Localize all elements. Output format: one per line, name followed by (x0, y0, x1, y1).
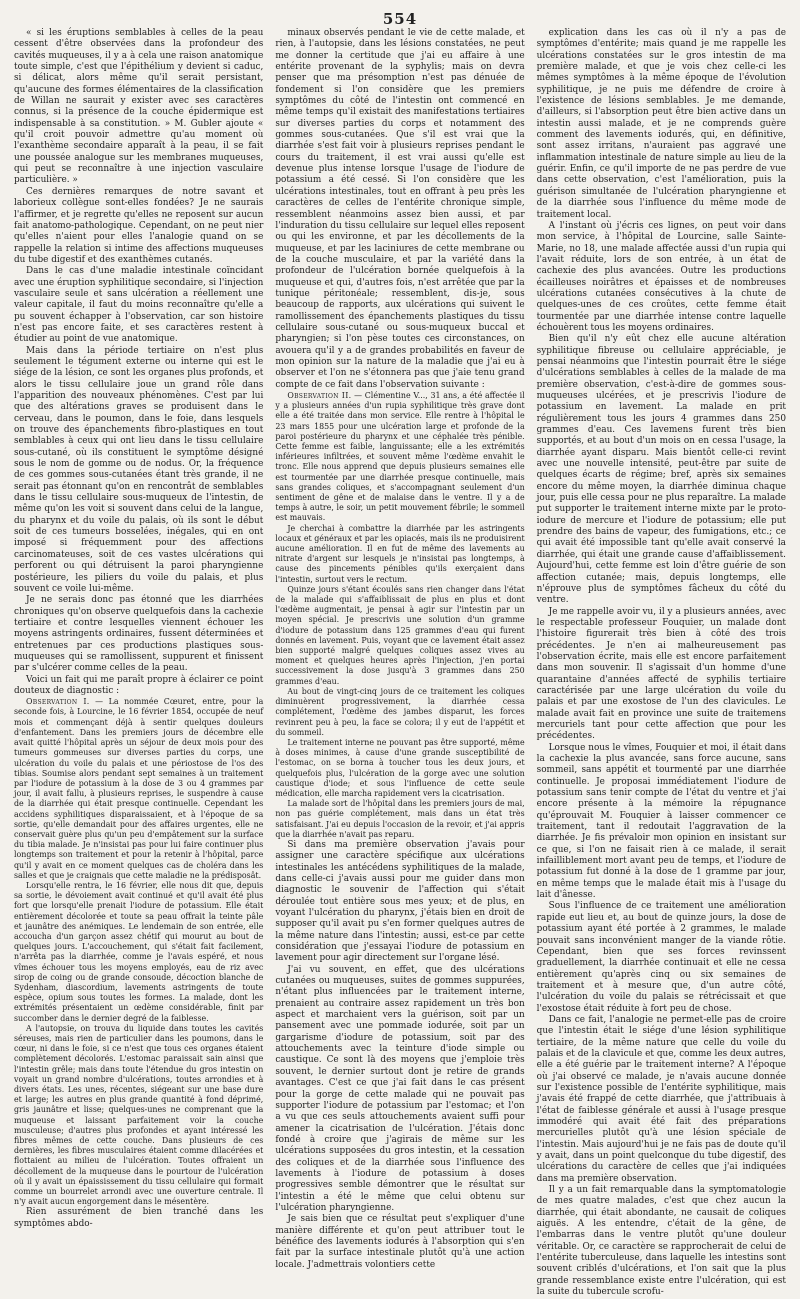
paragraph: Je cherchai à combattre la diarrhée par les astringents locaux et généraux et par les opiacés, mais ils ne produisirent aucune amélioration. Il en fut de même des lavements au nitrate d'argent sur lesquels je n'insistai pas longtemps, à cause des pincements pénibles qu'ils exerçaient dans l'intestin, surtout vers le rectum. (275, 523, 525, 584)
paragraph: Sous l'influence de ce traitement une amélioration rapide eut lieu et, au bout de quinze jours, la dose de potassium ayant été portée à 2 grammes, le malade pouvait sans inconvénient manger de la viande rôtie. Cependant, bien que ses forces revinssent graduellement, la diarrhée continuait et elle ne cessa entièrement qu'après cinq ou six semaines de traitement et à mesure que, d'un autre côté, l'ulcération du voile du palais se rétrécissait et que l'exostose était réduite à fort peu de chose. (536, 901, 786, 1014)
paragraph: minaux observés pendant le vie de cette malade, et rien, à l'autopsie, dans les lésions constatées, ne peut me donner la certitude que j'ai eu affaire à une entérite provenant de la syphylis; mais on devra penser que ma présomption n'est pas dénuée de fondement si l'on considère que les premiers symptômes du côté de l'intestin ont commencé en même temps qu'il existait des manifestations tertiaires sur diverses parties du corps et notamment des gommes sous-cutanées. Que s'il est vrai que la diarrhée s'est fait voir à plusieurs reprises pendant le cours du traitement, il est vrai aussi qu'elle est devenue plus intense lorsque l'usage de l'iodure de potassium a été cessé. Si l'on considère que les ulcérations intestinales, tout en offrant à peu près les caractères de celles de l'entérite chronique simple, ressemblent néanmoins assez bien aussi, et par l'induration du tissu cellulaire sur lequel elles reposent ou qui les environne, et par les décollements de la muqueuse, et par les laciniures de cette membrane ou de la couche musculaire, et par la variété dans la profondeur de l'ulcération bornée quelquefois à la muqueuse et qui, d'autres fois, n'est arrêtée que par la tunique péritonéale; ressemblent, dis-je, sous beaucoup de rapports, aux ulcérations qui suivent le ramollissement des épanchements plastiques du tissu cellulaire sous-cutané ou sous-muqueux buccal et pharyngien; si l'on pèse toutes ces circonstances, on avouera qu'il y a de grandes probabilités en faveur de mon opinion sur la nature de la maladie que j'ai eu à observer et l'on ne s'étonnera pas que j'aie tenu grand compte de ce fait dans l'observation suivante : (275, 28, 525, 390)
paragraph: Ces dernières remarques de notre savant et laborieux collègue sont-elles fondées? Je ne saurais l'affirmer, et je regrette qu'elles ne reposent sur aucun fait anatomo-pathologique. Cependant, on ne peut nier qu'elles n'aient pour elles l'analogie quand on se rappelle la relation si intime des affections muqueuses du tube digestif et des exanthèmes cutanés. (14, 186, 264, 265)
paragraph: Dans ce fait, l'analogie ne permet-elle pas de croire que l'intestin était le siége d'une lésion syphilitique tertiaire, de la même nature que celle du voile du palais et de la clavicule et que, comme les deux autres, elle a été guérie par le traitement interne? A l'époque où j'ai observé ce malade, je n'avais aucune donnée sur l'existence possible de l'entérite syphilitique, mais j'avais été frappé de cette diarrhée, que j'attribuais à l'état de faiblesse générale et aussi à l'usage presque immodéré qui avait été fait des préparations mercurielles plutôt qu'à une lésion spéciale de l'intestin. Mais aujourd'hui je ne fais pas de doute qu'il y avait, dans un point quelconque du tube digestif, des ulcérations du caractère de celles que j'ai indiquées dans ma première observation. (536, 1014, 786, 1184)
page-number: 554 (382, 10, 418, 28)
paragraph: Lorsque nous le vîmes, Fouquier et moi, il était dans la cachexie la plus avancée, sans force aucune, sans sommeil, sans appétit et tourmenté par une diarrhée continuelle. Je proposai immédiatement l'iodure de potassium sans tenir compte de l'état du ventre et j'ai encore présente à la mémoire la répugnance qu'éprouvait M. Fouquier à laisser commencer ce traitement, tant il redoutait l'aggravation de la diarrhée. Je fis prévaloir mon opinion en insistant sur ce que, si l'on ne faisait rien à ce malade, il serait infailliblement mort avant peu de temps, et l'iodure de potassium fut donné à la dose de 1 gramme par jour, en même temps que le malade était mis à l'usage du lait d'ânesse. (536, 742, 786, 901)
paragraph: J'ai vu souvent, en effet, que des ulcérations cutanées ou muqueuses, suites de gommes suppurées, n'étant plus influencées par le traitement interne, prenaient au contraire assez rapidement un très bon aspect et marchaient vers la guérison, soit par un pansement avec une pommade iodurée, soit par un gargarisme d'iodure de potassium, soit par des attouchements avec la teinture d'iode simple ou caustique. Ce sont là des moyens que j'emploie très souvent, le dernier surtout dont je retire de grands avantages. C'est ce que j'ai fait dans le cas présent pour la gorge de cette malade qui ne pouvait pas supporter l'iodure de potassium par l'estomac; et l'on a vu que ces seuls attouchements avaient suffi pour amener la cicatrisation de l'ulcération. J'étais donc fondé à croire que j'agirais de même sur les ulcérations supposées du gros intestin, et la cessation des coliques et de la diarrhée sous l'influence des lavements à l'iodure de potassium à doses progressives semble démontrer que le résultat sur l'intestin a été le même que celui obtenu sur l'ulcération pharyngienne. (275, 964, 525, 1213)
paragraph: A l'instant où j'écris ces lignes, on peut voir dans mon service, à l'hôpital de Lourcine, salle Sainte-Marie, no 18, une malade affectée aussi d'un rupia qui l'avait réduite, lors de son entrée, à un état de cachexie des plus avancées. Outre les productions écailleuses noirâtres et épaisses et de nombreuses ulcérations cutanées consécutives à la chute de quelques-unes de ces croûtes, cette femme était tourmentée par une diarrhée intense contre laquelle échouèrent tous les moyens ordinaires. (536, 220, 786, 333)
paragraph: Rien assurément de bien tranché dans les symptômes abdo- (14, 1207, 264, 1229)
paragraph: Voici un fait qui me paraît propre à éclairer ce point douteux de diagnostic : (14, 674, 264, 696)
paragraph: Il y a un fait remarquable dans la symptomatologie de mes quatre malades, c'est que chez aucun la diarrhée, qui était abondante, ne causait de coliques aiguës. A les entendre, c'était de la gêne, de l'embarras dans le ventre plutôt qu'une douleur véritable. Or, ce caractère se rapprocherait de celui de l'entérite tuberculeuse, dans laquelle les intestins sont souvent criblés d'ulcérations, et l'on sait que la plus grande ressemblance existe entre l'ulcération, qui est la suite du tubercule scrofu- (536, 1185, 786, 1298)
paragraph: Dans le cas d'une maladie intestinale coïncidant avec une éruption syphilitique secondaire, si l'injection vasculaire seule et sans ulcération a réellement une valeur capitale, il faut du moins reconnaître qu'elle a pu souvent échapper à l'observation, car son histoire n'est pas encore faite, et ses caractères restent à étudier au point de vue anatomique. (14, 266, 264, 345)
paragraph: Mais dans la période tertiaire on n'est plus seulement le tégument externe ou interne qui est le siége de la lésion, ce sont les organes plus profonds, et alors le tissu cellulaire joue un grand rôle dans l'apparition des nouveaux phénomènes. C'est par lui que des altérations graves se produisent dans le cerveau, dans le poumon, dans le foie, dans lesquels on trouve des épanchements fibro-plastiques en tout semblables à ceux qui ont lieu dans le tissu cellulaire sous-cutané, où ils constituent le symptôme désigné sous le nom de gomme ou de nodus. Or, la fréquence de ces gommes sous-cutanées étant très grande, il ne serait pas étonnant qu'on en rencontrât de semblables dans le tissu cellulaire sous-muqueux de l'intestin, de même qu'on les voit si souvent dans celui de la langue, du pharynx et du voile du palais, où ils sont le début soit de ces tumeurs bosselées, inégales, qui en ont imposé si fréquemment pour des affections carcinomateuses, soit de ces vastes ulcérations qui perforent ou qui détruisent la paroi pharyngienne postérieure, les piliers du voile du palais, et plus souvent ce voile lui-même. (14, 345, 264, 594)
paragraph: La malade sort de l'hôpital dans les premiers jours de mai, non pas guérie complétement, mais dans un état très satisfaisant. J'ai eu depuis l'occasion de la revoir, et j'ai appris que la diarrhée n'avait pas reparu. (275, 799, 525, 839)
paragraph: Observation II. — Clémentine V..., 31 ans, a été affectée il y a plusieurs années d'un rupia syphilitique très grave dont elle a été traitée dans mon service. Elle rentre à l'hôpital le 23 mars 1855 pour une ulcération large et profonde de la paroi postérieure du pharynx et une céphalée très pénible. Cette femme est faible, languissante; elle a les extrémités inférieures infiltrées, et souvent même l'œdème envahit le tronc. Elle nous apprend que depuis plusieurs semaines elle est tourmentée par une diarrhée presque continuelle, mais sans grandes coliques, et s'accompagnant seulement d'un sentiment de gêne et de malaise dans le ventre. Il y a de temps à autre, le soir, un petit mouvement fébrile; le sommeil est mauvais. (275, 391, 525, 523)
paragraph: Je me rappelle avoir vu, il y a plusieurs années, avec le respectable professeur Fouquier, un malade dont l'histoire figurerait très bien à côté des trois précédentes. Je n'en ai malheureusement pas l'observation écrite, mais elle est encore parfaitement dans mon souvenir. Il s'agissait d'un homme d'une quarantaine d'années affecté de syphilis tertiaire caractérisée par une large ulcération du voile du palais et par une exostose de l'un des clavicules. Le malade avait fait en province une suite de traitemens mercuriels tant pour cette affection que pour les précédentes. (536, 606, 786, 742)
paragraph: A l'autopsie, on trouva du liquide dans toutes les cavités séreuses, mais rien de particulier dans les poumons, dans le cœur, ni dans le foie, si ce n'est que tous ces organes étaient complètement décolorés. L'estomac paraissait sain ainsi que l'intestin grêle; mais dans toute l'étendue du gros intestin on voyait un grand nombre d'ulcérations, toutes arrondies et à divers états. Les unes, récentes, siégeant sur une base dure et large; les autres en plus grande quantité à fond déprimé, gris jaunâtre et lisse; quelques-unes ne comprenant que la muqueuse et laissant parfaitement voir la couche musculeuse; d'autres plus profondes et ayant intéressé les fibres mêmes de cette couche. Dans plusieurs de ces dernières, les fibres musculaires étaient comme dilacérées et flottaient au milieu de l'ulcération. Toutes offraient un décollement de la muqueuse dans le pourtour de l'ulcération où il y avait un épaississement du tissu cellulaire qui formait comme un bourrelet arrondi avec une ouverture centrale. Il n'y avait aucun engorgement dans le mésentère. (14, 1023, 264, 1207)
paragraph: Au bout de vingt-cinq jours de ce traitement les coliques diminuèrent progressivement, la diarrhée cessa complétement, l'œdème des jambes disparut, les forces revinrent peu à peu, la face se colora; il y eut de l'appétit et du sommeil. (275, 686, 525, 737)
column-right (536, 28, 786, 1298)
paragraph: explication dans les cas où il n'y a pas de symptômes d'entérite; mais quand je me rappelle les ulcérations constatées sur le gros intestin de ma première malade, et que je vois chez celle-ci les mêmes symptômes à la même époque de l'évolution syphilitique, je ne puis me défendre de croire à l'existence de lésions semblables. Je me demande, d'ailleurs, si l'absorption peut être bien active dans un intestin aussi malade, et je ne comprends guère comment des lavements iodurés, qui, en définitive, sont assez irritans, n'auraient pas aggravé une inflammation intestinale de nature simple au lieu de la guérir. Enfin, ce qu'il importe de ne pas perdre de vue dans cette observation, c'est l'amélioration, puis la guérison simultanée de l'ulcération pharyngienne et de la diarrhée sous l'influence du même mode de traitement local. (536, 28, 786, 220)
paragraph: Observation I. — La nommée Cœuret, entre, pour la seconde fois, à Lourcine, le 16 février 1854, occupée de neuf mois et commençant déjà à sentir quelques douleurs d'enfantement. Dans les premiers jours de décembre elle avait quitté l'hôpital après un séjour de deux mois pour des tumeurs gommeuses sur diverses parties du corps, une ulcération du voile du palais et une périostose de l'os des tibias. Soumise alors pendant sept semaines à un traitement par l'iodure de potassium à la dose de 3 ou 4 grammes par jour, il avait fallu, à plusieurs reprises, le suspendre à cause de la diarrhée qui était presque continuelle. Cependant les accidens syphilitiques disparaissaient, et à l'époque de sa sortie, qu'elle demandait pour des affaires urgentes, elle ne conservait guère plus qu'un peu d'empâtement sur la surface du tibia malade. Je n'insistai pas pour lui faire continuer plus longtemps son traitement et pour la retenir à l'hôpital, parce qu'il y avait en ce moment quelques cas de choléra dans les salles et que je craignais que cette maladie ne la prédisposât. (14, 697, 264, 880)
column-middle (275, 28, 525, 1270)
paragraph: Si dans ma première observation j'avais pour assigner une caractère spécifique aux ulcérations intestinales les antécédens syphilitiques de la malade, dans celle-ci j'avais aussi pour me guider dans mon diagnostic le souvenir de l'affection qui s'était déroulée tout entière sous mes yeux; et de plus, en voyant l'ulcération du pharynx, j'étais bien en droit de supposer qu'il avait pu s'en former quelques autres de la même nature dans l'intestin; aussi, est-ce par cette considération que j'essayai l'iodure de potassium en lavement pour agir directement sur l'organe lésé. (275, 839, 525, 964)
paragraph: Quinze jours s'étant écoulés sans rien changer dans l'état de la malade qui s'affaiblissait de plus en plus et dont l'œdème augmentait, je pensai à agir sur l'intestin par un moyen spécial. Je prescrivis une solution d'un gramme d'iodure de potassium dans 125 grammes d'eau qui furent donnés en lavement. Puis, voyant que ce lavement était assez bien supporté malgré quelques coliques assez vives au moment et quelques heures après l'injection, j'en portai successivement la dose jusqu'à 3 grammes dans 250 grammes d'eau. (275, 584, 525, 686)
observation-title: Observation I. (26, 697, 90, 707)
paragraph: Lorsqu'elle rentra, le 16 février, elle nous dit que, depuis sa sortie, le dévoiement avait continué et qu'il avait été plus fort que lorsqu'elle prenait l'iodure de potassium. Elle était entièrement décolorée et toute sa peau offrait la teinte pâle et jaunâtre des anémiques. Le lendemain de son entrée, elle accoucha d'un garçon assez chétif qui mourut au bout de quelques jours. L'accouchement, qui s'était fait facilement, n'arrêta pas la diarrhée, comme je l'avais espéré, et nous vîmes échouer tous les moyens employés, eau de riz avec sirop de coing ou de grande consoude, décoction blanche de Sydenham, diascordium, lavements astringents de toute espèce, opium sous toutes les formes. La malade, dont les extrémités présentaient un œdème considérable, finit par succomber dans le dernier degré de la faiblesse. (14, 880, 264, 1023)
paragraph: Le traitement interne ne pouvant pas être supporté, même à doses minimes, à cause d'une grande susceptibilité de l'estomac, on se borna à toucher tous les deux jours, et quelquefois plus, l'ulcération de la gorge avec une solution caustique d'iode; et sous l'influence de cette seule médication, elle marcha rapidement vers la cicatrisation. (275, 737, 525, 798)
observation-title: Observation II. (287, 391, 352, 400)
paragraph: Je ne serais donc pas étonné que les diarrhées chroniques qu'on observe quelquefois dans la cachexie tertiaire et contre lesquelles viennent échouer les moyens astringents ordinaires, fussent déterminées et entretenues par ces productions plastiques sous-muqueuses qui se ramollissent, suppurent et finissent par s'ulcérer comme celles de la peau. (14, 595, 264, 674)
paragraph: Bien qu'il n'y eût chez elle aucune altération syphilitique fibreuse ou cellulaire appréciable, je pensai néanmoins que l'intestin pourrait être le siége d'ulcérations semblables à celles de la malade de ma première observation, c'est-à-dire de gommes sous-muqueuses ulcérées, et je prescrivis l'iodure de potassium en lavement. La malade en prit régulièrement tous les jours 4 grammes dans 250 grammes d'eau. Ces lavemens furent très bien supportés, et au bout d'un mois on en cessa l'usage, la diarrhée ayant disparu. Mais bientôt celle-ci revint avec une nouvelle intensité, peut-être par suite de quelques écarts de régime; bref, après six semaines encore du même moyen, la diarrhée diminua chaque jour, puis elle cessa pour ne plus reparaître. La malade put supporter le traitement interne mixte par le proto-iodure de mercure et l'iodure de potassium; elle put prendre des bains de vapeur, des fumigations, etc.; ce qui avait été impossible tant qu'elle avait conservé la diarrhée, qui était une grande cause d'affaiblissement. Aujourd'hui, cette femme est loin d'être guérie de son affection cutanée; mais, depuis longtemps, elle n'éprouve plus de symptômes fâcheux du côté du ventre. (536, 334, 786, 606)
text-columns (14, 28, 786, 1298)
column-left (14, 28, 264, 1229)
paragraph: « si les éruptions semblables à celles de la peau cessent d'être observées dans la profondeur des cavités muqueuses, il y a à cela une raison anatomique toute simple, c'est que l'épithélium y devient si caduc, si délicat, alors même qu'il serait persistant, qu'aucune des formes élémentaires de la classification de Willan ne saurait y exister avec ses caractères connus, si la présence de la couche épidermique est indispensable à sa constitution. » M. Gubler ajoute « qu'il croit pouvoir admettre qu'au moment où l'exanthème secondaire apparaît à la peau, il se fait une poussée analogue sur les membranes muqueuses, qui peut se reconnaître à une injection vasculaire particulière. » (14, 28, 264, 186)
paragraph: Je sais bien que ce résultat peut s'expliquer d'une manière différente et qu'on peut attribuer tout le bénéfice des lavements iodurés à l'absorption qui s'en fait par la surface intestinale plutôt qu'à une action locale. J'admettrais volontiers cette (275, 1214, 525, 1270)
